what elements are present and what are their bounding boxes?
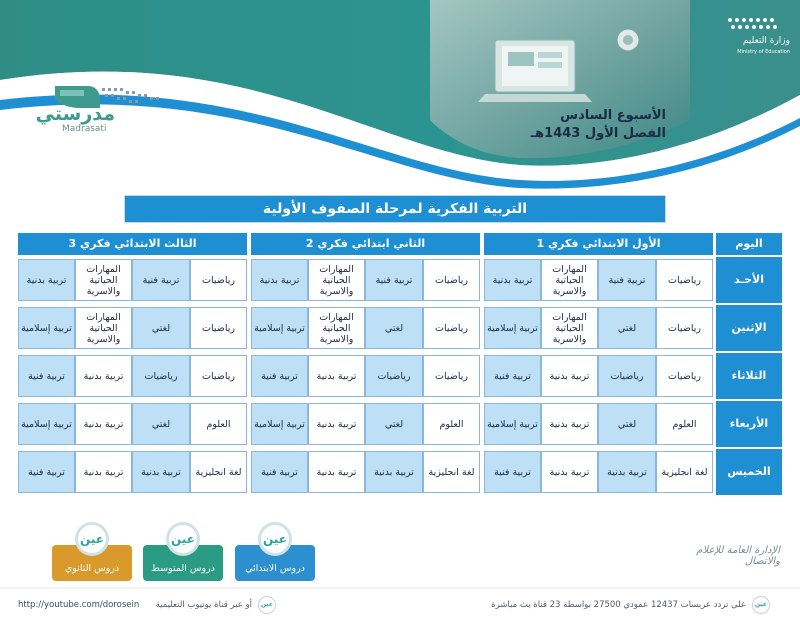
subject-cell: لغة انجليزية [423, 451, 480, 493]
subject-cell: تربية بدنية [484, 259, 541, 301]
day-label: الأحـد [716, 257, 782, 303]
subject-cell: تربية إسلامية [484, 403, 541, 445]
subject-cell: تربية فنية [132, 259, 190, 301]
subject-cell: تربية إسلامية [18, 307, 75, 349]
subject-cell: تربية فنية [598, 259, 656, 301]
subject-cell: رياضيات [190, 307, 247, 349]
day-label: الخميس [716, 449, 782, 495]
subject-cell: تربية فنية [484, 355, 541, 397]
subject-cell: رياضيات [656, 355, 713, 397]
day-label: الأربعاء [716, 401, 782, 447]
day-label: الإثنين [716, 305, 782, 351]
subject-cell: المهارات الحياتية والاسرية [75, 259, 132, 301]
subject-cell: العلوم [190, 403, 247, 445]
subject-cell: رياضيات [190, 259, 247, 301]
subject-cell: لغتي [598, 307, 656, 349]
subject-cell: تربية بدنية [598, 451, 656, 493]
subject-cell: رياضيات [132, 355, 190, 397]
department-name: الإدارة العامة للإعلام والاتصال [696, 545, 780, 567]
subject-cell: رياضيات [423, 355, 480, 397]
subject-cell: تربية بدنية [132, 451, 190, 493]
subject-cell: تربية بدنية [541, 451, 598, 493]
subject-cell: العلوم [656, 403, 713, 445]
schedule-title: التربية الفكرية لمرحلة الصفوف الأولية [124, 195, 666, 223]
subject-cell: رياضيات [656, 307, 713, 349]
subject-cell: تربية فنية [18, 451, 75, 493]
madrasati-logo-ar: مدرستي [35, 103, 115, 125]
youtube-prefix: أو عبر قناة يوتيوب التعليمية [155, 600, 252, 610]
subject-cell: لغتي [365, 307, 423, 349]
semester-label: الفصل الأول 1443هـ [530, 126, 666, 141]
subject-cell: رياضيات [190, 355, 247, 397]
subject-cell: تربية إسلامية [251, 307, 308, 349]
subject-cell: رياضيات [423, 259, 480, 301]
subject-cell: تربية بدنية [75, 403, 132, 445]
stage-button-label: دروس المتوسط [151, 563, 215, 574]
subject-cell: تربية فنية [251, 355, 308, 397]
subject-cell: المهارات الحياتية والاسرية [308, 307, 365, 349]
ministry-name-ar: وزارة التعليم [742, 36, 790, 46]
subject-cell: رياضيات [598, 355, 656, 397]
day-label: الثلاثاء [716, 353, 782, 399]
subject-cell: لغتي [365, 403, 423, 445]
eyn-logo: عين [258, 522, 292, 556]
subject-cell: لغة انجليزية [656, 451, 713, 493]
subject-cell: تربية بدنية [308, 403, 365, 445]
subject-cell: تربية بدنية [541, 403, 598, 445]
group-header: الثاني ابتدائي فكري 2 [251, 233, 480, 255]
subject-cell: تربية بدنية [541, 355, 598, 397]
subject-cell: المهارات الحياتية والاسرية [541, 307, 598, 349]
group-header: الثالث الابتدائي فكري 3 [18, 233, 247, 255]
stage-button-label: دروس الثانوي [64, 563, 120, 574]
subject-cell: المهارات الحياتية والاسرية [541, 259, 598, 301]
week-info [470, 107, 666, 143]
subject-cell: رياضيات [656, 259, 713, 301]
group-header: الأول الابتدائي فكري 1 [484, 233, 713, 255]
subject-cell: لغتي [132, 307, 190, 349]
ministry-name-en: Ministry of Education [737, 49, 790, 55]
subject-cell: تربية فنية [18, 355, 75, 397]
subject-cell: تربية بدنية [251, 259, 308, 301]
subject-cell: لغة انجليزية [190, 451, 247, 493]
stage-button-label: دروس الابتدائي [245, 563, 305, 574]
subject-cell: تربية إسلامية [484, 307, 541, 349]
day-header: اليوم [716, 233, 782, 255]
eyn-small-logo-right: عين [752, 596, 770, 614]
subject-cell: العلوم [423, 403, 480, 445]
subject-cell: تربية إسلامية [18, 403, 75, 445]
subject-cell: تربية بدنية [18, 259, 75, 301]
youtube-link[interactable]: http://youtube.com/dorosein [18, 600, 140, 610]
subject-cell: تربية إسلامية [251, 403, 308, 445]
subject-cell: لغتي [598, 403, 656, 445]
subject-cell: تربية فنية [251, 451, 308, 493]
subject-cell: تربية بدنية [75, 355, 132, 397]
madrasati-logo-en: Madrasati [62, 124, 107, 134]
eyn-logo: عين [166, 522, 200, 556]
subject-cell: رياضيات [423, 307, 480, 349]
satellite-info: على تردد عربسات 12437 عمودي 27500 بواسطة 23 قناة بث مباشرة [491, 600, 746, 610]
subject-cell: تربية بدنية [308, 355, 365, 397]
subject-cell: تربية بدنية [75, 451, 132, 493]
eyn-logo: عين [75, 522, 109, 556]
subject-cell: رياضيات [365, 355, 423, 397]
subject-cell: المهارات الحياتية والاسرية [75, 307, 132, 349]
subject-cell: المهارات الحياتية والاسرية [308, 259, 365, 301]
subject-cell: تربية بدنية [308, 451, 365, 493]
subject-cell: تربية فنية [365, 259, 423, 301]
subject-cell: تربية بدنية [365, 451, 423, 493]
eyn-small-logo-left: عين [258, 596, 276, 614]
subject-cell: لغتي [132, 403, 190, 445]
week-label: الأسبوع السادس [560, 108, 666, 123]
subject-cell: تربية فنية [484, 451, 541, 493]
